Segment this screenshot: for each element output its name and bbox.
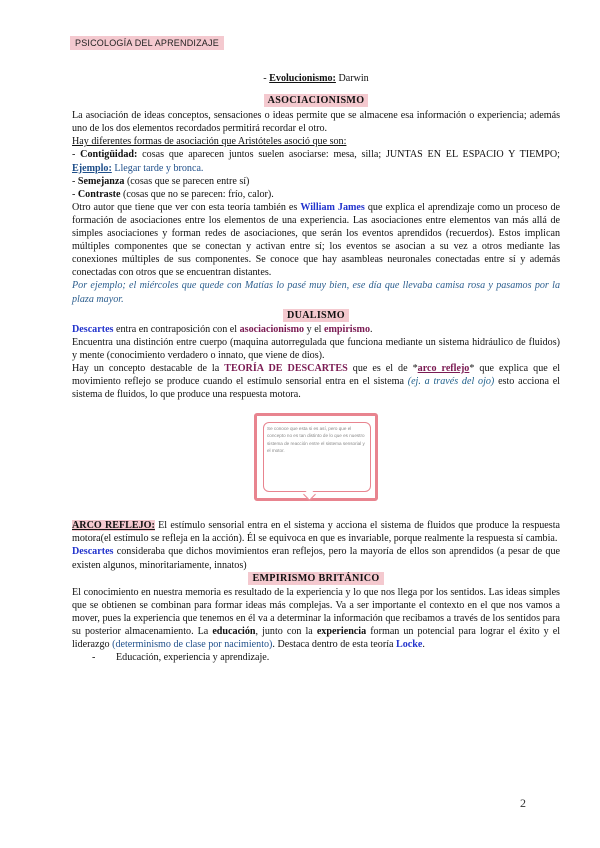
speech-bubble-frame (254, 413, 378, 501)
speech-bubble-text: Se conoce que esta si es así, pero que el concepto no es tan distinto de lo que es nuestro sistema de reacción entre el sistema sensorial y el motor. (263, 422, 371, 492)
example-paragraph: Por ejemplo; el miércoles que quede con Matías lo pasé muy bien, ese día que llevaba camisa rosa y pasamos por la plaza mayor. (72, 280, 560, 305)
cuerpo-mente-paragraph: Encuentra una distinción entre cuerpo (maquina autorregulada que funciona mediante un sistema hidráulico de fluidos) y mente (conocimiento verdadero o innato, que viene de dios). (72, 336, 560, 361)
section-title-asociacionismo: ASOCIACIONISMO (264, 94, 369, 107)
descartes-reflejos-paragraph: Descartes consideraba que dichos movimientos eran reflejos, pero la mayoría de ellos son aprendidos (a pesar de que existen algunos, minoritariamente, innatos) (72, 546, 560, 571)
arco-reflejo-paragraph: ARCO REFLEJO: El estímulo sensorial entra en el sistema y acciona el sistema de fluidos que produce la respuesta motora(el estímulo se refleja en la acción). Él se equivoca en que es invariable, porque realmente la respuesta sí cambia. (72, 520, 560, 545)
asociacionismo-intro: La asociación de ideas conceptos, sensaciones o ideas permite que se almacene esa información o experiencia; además uno de los dos elementos recordados permitirá recordar el otro. (72, 110, 560, 135)
speech-bubble-note (72, 409, 560, 513)
section-title-dualismo: DUALISMO (283, 309, 349, 322)
semejanza-item: - Semejanza (cosas que se parecen entre sí) (72, 175, 250, 187)
william-james-paragraph: Otro autor que tiene que ver con esta teoría también es William James que explica el aprendizaje como un proceso de formación de asociaciones entre los elementos de una experiencia. Las asociaciones entre elementos van más allá de simples asociaciones y forman redes de asociaciones, que serán los eventos aprendidos (recuerdos). Estos implican múltiples componentes que se conectan y activan entre sí; los eventos se asocian a su vez a otros mediante las conexiones múltiples de sus componentes. Se conoce que hay asambleas neuronales conectadas entre sí y además conectadas con otros que se encuentran distantes. (72, 201, 560, 279)
contiguidad-item: - Contigüidad: cosas que aparecen juntos suelen asociarse: mesa, silla; JUNTAS EN EL ESPACIO Y TIEMPO; Ejemplo: Llegar tarde y bronca. (72, 149, 560, 174)
section-title-empirismo: EMPIRISMO BRITÁNICO (248, 572, 383, 585)
evolucionismo-label: Evolucionismo: (269, 73, 336, 84)
empirismo-paragraph: El conocimiento en nuestra memoria es resultado de la experiencia y lo que nos llega por los sentidos. Las ideas simples que se obtienen se combinan para formar ideas más complejas. Va a ser importante el contexto en el que nos vamos a mover, pues la experiencia que tenemos en él va a determinar la información que recibamos a través de los sentidos para su posterior almacenamiento. La educación, junto con la experiencia forman un potencial para lograr el éxito y el liderazgo (determinismo de clase por nacimiento). Destaca dentro de esta teoría Locke. (72, 586, 561, 651)
header-subject-tag: PSICOLOGÍA DEL APRENDIZAJE (70, 36, 224, 50)
dualismo-intro: Descartes entra en contraposición con el asociacionismo y el empirismo. (72, 323, 373, 335)
contraste-item: - Contraste (cosas que no se parecen: frío, calor). (72, 188, 274, 200)
page-content (72, 72, 560, 664)
locke-name: Locke (396, 639, 423, 651)
aristoteles-line: Hay diferentes formas de asociación que Aristóteles asoció que son: (72, 136, 347, 148)
evolucionismo-line: - Evolucionismo: Darwin (263, 73, 369, 84)
list-item: - Educación, experiencia y aprendizaje. (92, 652, 270, 664)
page-number: 2 (520, 796, 526, 810)
william-james-name: William James (300, 201, 365, 213)
teoria-descartes-paragraph: Hay un concepto destacable de la TEORÍA DE DESCARTES que es el de *arco reflejo* que explica que el movimiento reflejo se produce cuando el estímulo sensorial entra en el sistema (ej. a través del ojo) esto acciona el sistema de fluidos, lo que produce una respuesta motora. (72, 362, 561, 401)
